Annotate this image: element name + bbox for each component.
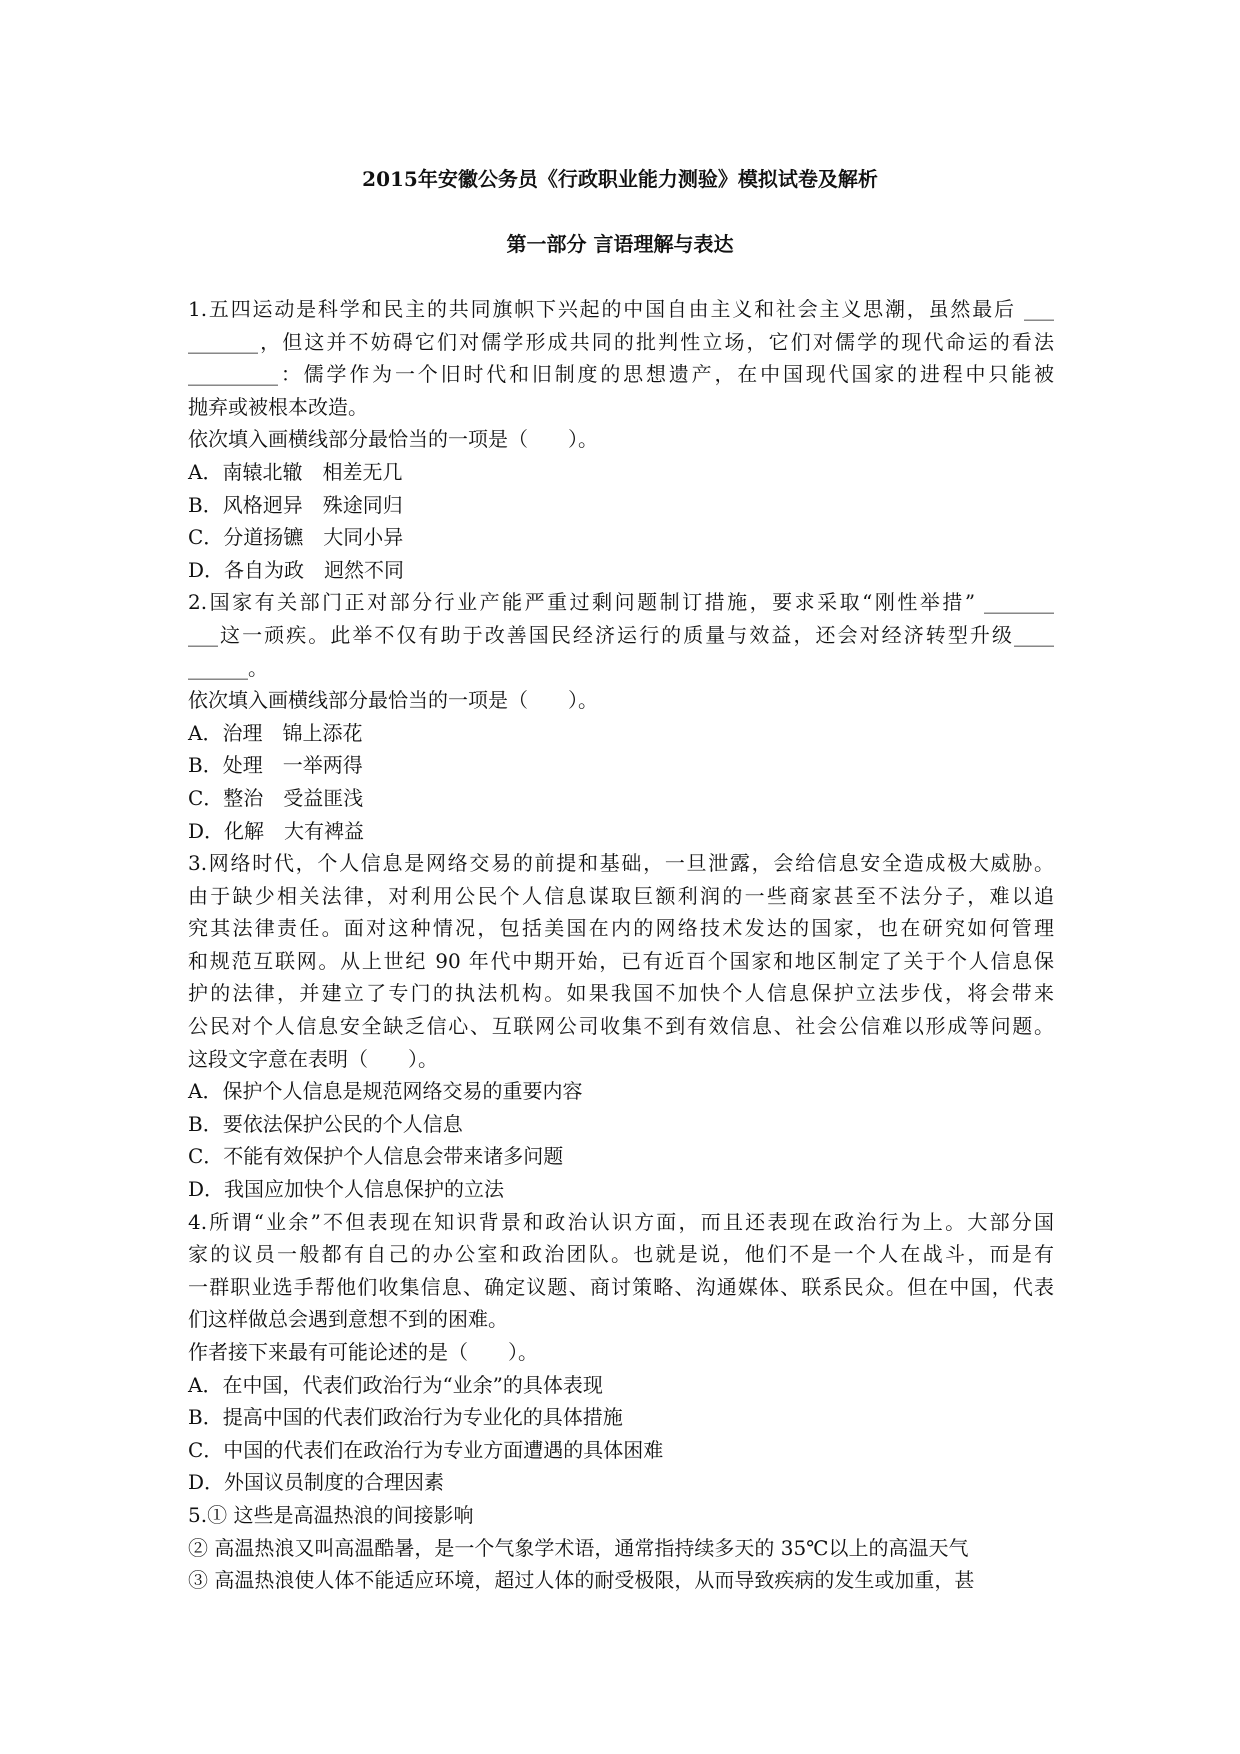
- question-stem-line: 家的议员一般都有自己的办公室和政治团队。也就是说，他们不是一个人在战斗，而是有: [188, 1242, 1054, 1267]
- option-b: B．提高中国的代表们政治行为专业化的具体措施: [188, 1405, 623, 1430]
- questions-body: [188, 293, 1054, 1597]
- question-stem-line: 和规范互联网。从上世纪 90 年代中期开始，已有近百个国家和地区制定了关于个人信息保: [188, 948, 1054, 973]
- option-c: C．整治 受益匪浅: [188, 785, 364, 810]
- question-5: [188, 1499, 1054, 1597]
- option-d: D．我国应加快个人信息保护的立法: [188, 1177, 505, 1202]
- question-prompt: 这段文字意在表明（ ）。: [188, 1046, 438, 1071]
- question-stem-line: _________：儒学作为一个旧时代和旧制度的思想遗产，在中国现代国家的进程中只能被: [188, 362, 1054, 387]
- option-a: A．南辕北辙 相差无几: [188, 459, 403, 484]
- question-prompt: 依次填入画横线部分最恰当的一项是（ ）。: [188, 688, 598, 713]
- question-stem-line: 一群职业选手帮他们收集信息、确定议题、商讨策略、沟通媒体、联系民众。但在中国，代表: [188, 1274, 1054, 1299]
- option-a: A．在中国，代表们政治行为“业余”的具体表现: [188, 1372, 603, 1397]
- section-heading: 第一部分 言语理解与表达: [506, 232, 734, 256]
- question-prompt: 作者接下来最有可能论述的是（ ）。: [188, 1340, 538, 1364]
- question-stem-line: _______，但这并不妨碍它们对儒学形成共同的批判性立场，它们对儒学的现代命运的看法: [188, 329, 1054, 354]
- question-stem-line: ___这一顽疾。此举不仅有助于改善国民经济运行的质量与效益，还会对经济转型升级____: [188, 622, 1054, 647]
- option-c: C．中国的代表们在政治行为专业方面遭遇的具体困难: [188, 1437, 664, 1462]
- option-c: C．不能有效保护个人信息会带来诸多问题: [188, 1144, 564, 1169]
- question-stem-line: 护的法律，并建立了专门的执法机构。如果我国不加快个人信息保护立法步伐，将会带来: [188, 981, 1054, 1006]
- option-b: B．风格迥异 殊途同归: [188, 492, 403, 517]
- option-d: D．各自为政 迥然不同: [188, 557, 405, 582]
- question-4: [188, 1206, 1054, 1499]
- sentence-item: 5.① 这些是高温热浪的间接影响: [188, 1502, 474, 1527]
- question-stem-line: ______。: [188, 655, 268, 680]
- question-stem-line: 抛弃或被根本改造。: [188, 394, 368, 419]
- option-b: B．处理 一举两得: [188, 753, 363, 778]
- question-stem-line: 究其法律责任。面对这种情况，包括美国在内的网络技术发达的国家，也在研究如何管理: [188, 916, 1054, 941]
- sentence-item: ② 高温热浪又叫高温酷暑，是一个气象学术语，通常指持续多天的 35℃以上的高温天气: [188, 1535, 969, 1560]
- question-stem-line: 们这样做总会遇到意想不到的困难。: [188, 1307, 508, 1332]
- option-c: C．分道扬镳 大同小异: [188, 525, 404, 550]
- option-d: D．外国议员制度的合理因素: [188, 1470, 445, 1495]
- question-2: [188, 586, 1054, 847]
- question-stem-line: 2.国家有关部门正对部分行业产能严重过剩问题制订措施，要求采取“刚性举措” _______: [188, 590, 1054, 615]
- document-title: 2015年安徽公务员《行政职业能力测验》模拟试卷及解析: [362, 167, 878, 191]
- question-3: [188, 847, 1054, 1206]
- option-a: A．治理 锦上添花: [188, 720, 363, 745]
- option-b: B．要依法保护公民的个人信息: [188, 1111, 463, 1136]
- question-stem-line: 由于缺少相关法律，对利用公民个人信息谋取巨额利润的一些商家甚至不法分子，难以追: [188, 883, 1054, 908]
- question-stem-line: 公民对个人信息安全缺乏信心、互联网公司收集不到有效信息、社会公信难以形成等问题。: [188, 1014, 1054, 1039]
- question-stem-line: 1.五四运动是科学和民主的共同旗帜下兴起的中国自由主义和社会主义思潮，虽然最后 ___: [188, 297, 1054, 321]
- sentence-item: ③ 高温热浪使人体不能适应环境，超过人体的耐受极限，从而导致疾病的发生或加重，甚: [188, 1568, 975, 1593]
- question-stem-line: 4.所谓“业余”不但表现在知识背景和政治认识方面，而且还表现在政治行为上。大部分国: [188, 1209, 1054, 1234]
- option-d: D．化解 大有裨益: [188, 818, 365, 843]
- question-1: [188, 293, 1054, 586]
- question-prompt: 依次填入画横线部分最恰当的一项是（ ）。: [188, 427, 598, 452]
- option-a: A．保护个人信息是规范网络交易的重要内容: [188, 1079, 583, 1104]
- question-stem-line: 3.网络时代，个人信息是网络交易的前提和基础，一旦泄露，会给信息安全造成极大威胁。: [188, 851, 1054, 876]
